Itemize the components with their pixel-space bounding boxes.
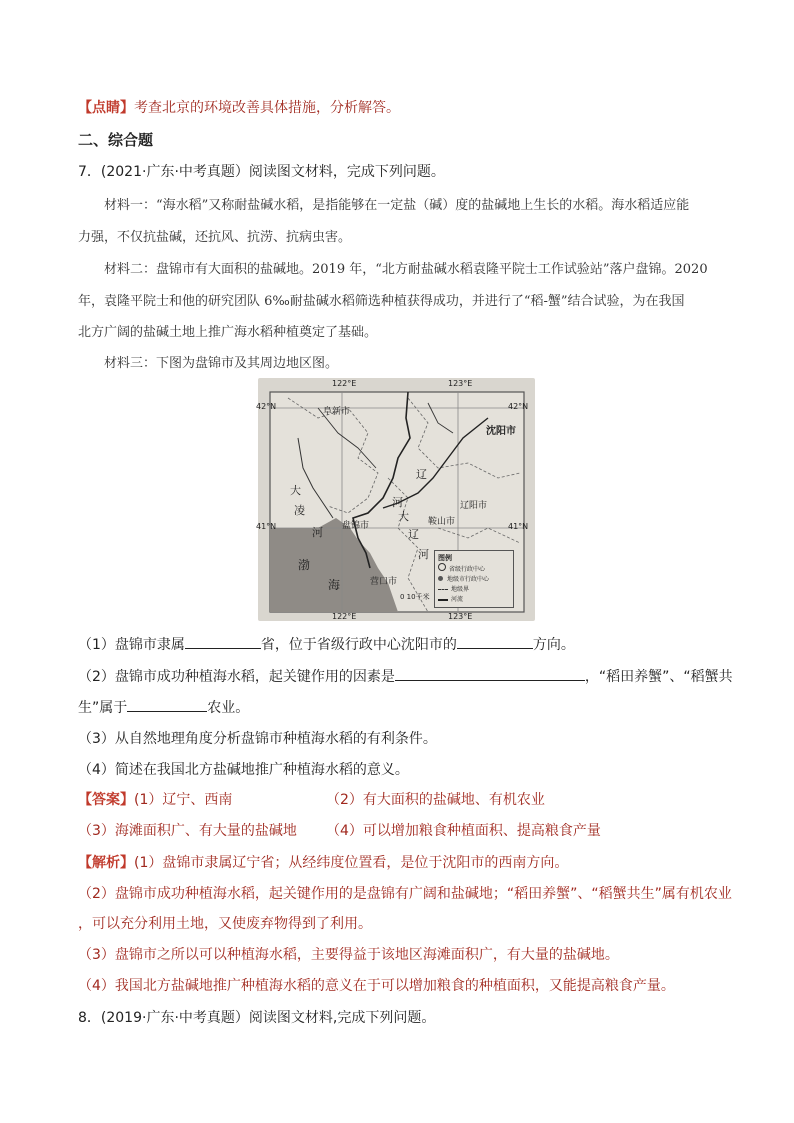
answer-row-1 — [78, 790, 232, 810]
river-label-he1: 河 — [392, 496, 403, 509]
legend-item-prefectural: 地级市行政中心 — [438, 575, 510, 585]
lon-122-bottom: 122°E — [332, 612, 357, 621]
material-1-line-2: 力强，不仅抗盐碱，还抗风、抗涝、抗病虫害。 — [78, 230, 352, 245]
river-label-da2: 大 — [398, 510, 409, 523]
city-shenyang: 沈阳市 — [486, 426, 516, 437]
analysis-row-1 — [78, 853, 568, 873]
answer-2: （2）有大面积的盐碱地、有机农业 — [326, 792, 545, 808]
river-label-he3: 河 — [418, 548, 429, 561]
answer-3: （3）海滩面积广、有大量的盐碱地 — [78, 823, 297, 839]
material-1-line-1: 材料一：“海水稻”又称耐盐碱水稻，是指能够在一定盐（碱）度的盐碱地上生长的水稻。海水稻适应能 — [104, 198, 690, 213]
q8-stem: 8．(2019·广东·中考真题）阅读图文材料,完成下列问题。 — [78, 1010, 436, 1026]
answer-tag: 【答案】 — [78, 792, 134, 808]
material-2-line-3: 北方广阔的盐碱土地上推广海水稻种植奠定了基础。 — [78, 325, 378, 340]
material-2-line-1: 材料二：盘锦市有大面积的盐碱地。2019 年，“北方耐盐碱水稻袁隆平院士工作试验站”落户盘锦。2020 — [104, 262, 708, 277]
dianjing-text: 考查北京的环境改善具体措施，分析解答。 — [134, 100, 400, 116]
legend-item-provincial: 省级行政中心 — [438, 563, 510, 575]
question-2-line-2: 生”属于 农业。 — [78, 697, 249, 718]
answer-1: (1）辽宁、西南 — [134, 792, 233, 808]
answer-blank-4[interactable] — [127, 697, 207, 712]
map-legend — [434, 550, 514, 608]
river-label-ling: 凌 — [294, 504, 305, 517]
legend-title: 图例 — [438, 554, 452, 562]
lat-41-right: 41°N — [508, 522, 529, 531]
city-panjin: 盘锦市 — [342, 521, 370, 531]
city-anshan: 鞍山市 — [428, 517, 456, 527]
lat-42-right: 42°N — [508, 402, 529, 411]
provincial-center-icon — [438, 563, 446, 571]
river-line-icon — [438, 599, 448, 601]
legend-item-boundary: 地级界 — [438, 585, 510, 595]
boundary-line-icon — [438, 589, 448, 590]
answer-blank-2[interactable] — [457, 634, 533, 649]
lon-123-top: 123°E — [448, 379, 473, 388]
analysis-4: （4）我国北方盐碱地推广种植海水稻的意义在于可以增加粮食的种植面积，又能提高粮食产量。 — [78, 978, 675, 994]
dianjing-line — [78, 98, 400, 118]
sea-label-bo: 渤 — [298, 558, 311, 572]
lon-122-top: 122°E — [332, 379, 357, 388]
question-1: （1）盘锦市隶属 省，位于省级行政中心沈阳市的 方向。 — [78, 634, 575, 655]
analysis-2-line-2: ，可以充分利用土地，又使废弃物得到了利用。 — [78, 916, 372, 932]
lat-42-left: 42°N — [256, 402, 277, 411]
city-liaoyang: 辽阳市 — [460, 501, 488, 511]
city-fuxin: 阜新市 — [323, 407, 351, 417]
city-yingkou: 营口市 — [370, 577, 398, 587]
dianjing-tag: 【点睛】 — [78, 100, 134, 116]
river-label-he2: 河 — [312, 526, 323, 539]
section-title: 二、综合题 — [78, 131, 154, 149]
panjin-map — [258, 378, 535, 621]
analysis-tag: 【解析】 — [78, 855, 134, 871]
question-2-line-1: （2）盘锦市成功种植海水稻，起关键作用的因素是 ，“稻田养蟹”、“稻蟹共 — [78, 666, 733, 687]
answer-blank-1[interactable] — [185, 634, 261, 649]
sea-label-hai: 海 — [328, 578, 341, 592]
lon-123-bottom: 123°E — [448, 612, 473, 621]
river-label-liao: 辽 — [416, 468, 427, 481]
legend-item-river: 河流 — [438, 595, 510, 605]
answer-4: （4）可以增加粮食种植面积、提高粮食产量 — [326, 823, 601, 839]
material-3: 材料三：下图为盘锦市及其周边地区图。 — [104, 356, 339, 371]
lat-41-left: 41°N — [256, 522, 277, 531]
question-4: （4）简述在我国北方盐碱地推广种植海水稻的意义。 — [78, 762, 409, 778]
question-3: （3）从自然地理角度分析盘锦市种植海水稻的有利条件。 — [78, 731, 437, 747]
analysis-3: （3）盘锦市之所以可以种植海水稻，主要得益于该地区海滩面积广，有大量的盐碱地。 — [78, 947, 619, 963]
analysis-2-line-1: （2）盘锦市成功种植海水稻，起关键作用的是盘锦有广阔和盐碱地；“稻田养蟹”、“稻蟹共生”属有机农业 — [78, 886, 732, 902]
q7-stem: 7．(2021·广东·中考真题）阅读图文材料，完成下列问题。 — [78, 164, 445, 180]
river-label-da1: 大 — [290, 484, 301, 497]
answer-blank-3[interactable] — [395, 666, 585, 681]
map-scale: 0 10千米 — [400, 593, 430, 601]
river-label-liao2: 辽 — [408, 528, 419, 541]
prefectural-center-icon — [438, 576, 443, 581]
analysis-1: (1）盘锦市隶属辽宁省；从经纬度位置看，是位于沈阳市的西南方向。 — [134, 855, 569, 871]
material-2-line-2: 年，袁隆平院士和他的研究团队 6‰耐盐碱水稻筛选种植获得成功，并进行了“稻-蟹”结合试验，为在我国 — [78, 294, 685, 309]
